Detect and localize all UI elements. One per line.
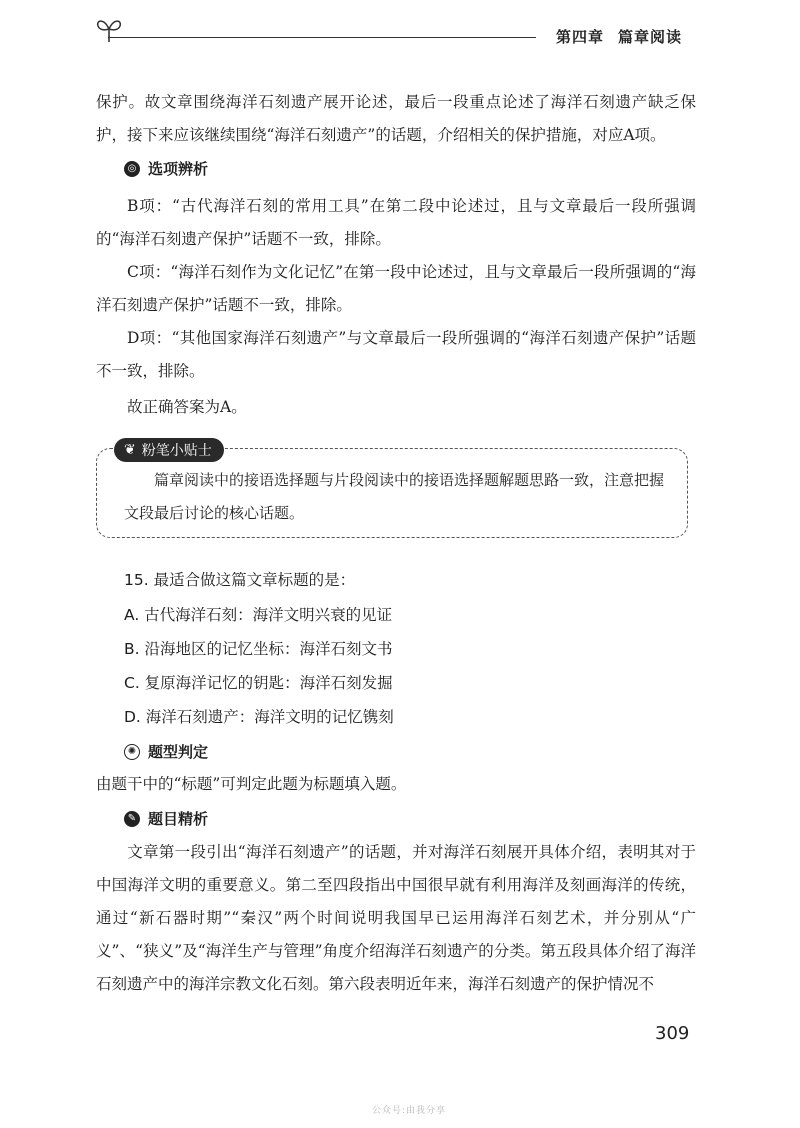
running-header <box>556 26 682 47</box>
section-title: 选项辨析 <box>148 160 209 178</box>
option-c-text: C项：“海洋石刻作为文化记忆”在第一段中论述过，且与文章最后一段所强调的“海洋石刻遗产保护”话题不一致，排除。 <box>96 263 696 314</box>
option-a: A. 古代海洋石刻：海洋文明兴衰的见证 <box>124 606 393 624</box>
watermark: 公众号:由我分享 <box>372 1106 447 1116</box>
chapter-title: 篇章阅读 <box>618 28 683 46</box>
option-d-text: D项：“其他国家海洋石刻遗产”与文章最后一段所强调的“海洋石刻遗产保护”话题不一致，排除。 <box>96 329 696 380</box>
question-stem: 15. 最适合做这篇文章标题的是： <box>124 571 356 589</box>
compass-icon: ◎ <box>124 161 140 177</box>
option-c-paragraph <box>96 256 696 322</box>
analysis-text: 文章第一段引出“海洋石刻遗产”的话题，并对海洋石刻展开具体介绍，表明其对于中国海洋文明的重要意义。第二至四段指出中国很早就有利用海洋及刻画海洋的传统，通过“新石器时期”“秦汉”两个时间说明我国早已运用海洋石刻艺术，并分别从“广义”、“狭义”及“海洋生产与管理”角度介绍海洋石刻遗产的分类。第五段具体介绍了海洋石刻遗产中的海洋宗教文化石刻。第六段表明近年来，海洋石刻遗产的保护情况不 <box>96 843 696 993</box>
option-b: B. 沿海地区的记忆坐标：海洋石刻文书 <box>124 640 393 658</box>
pencil-icon: ✎ <box>124 811 140 827</box>
page-number: 309 <box>655 1023 690 1044</box>
section-question-analysis <box>124 808 208 829</box>
answer-text: 故正确答案为A。 <box>127 398 247 416</box>
tip-label: 粉笔小贴士 <box>141 443 212 459</box>
sprout-small-icon: ❦ <box>124 442 136 458</box>
option-c: C. 复原海洋记忆的钥匙：海洋石刻发掘 <box>124 674 393 692</box>
header-rule <box>108 37 536 38</box>
tip-body: 篇章阅读中的接语选择题与片段阅读中的接语选择题解题思路一致，注意把握文段最后讨论的核心话题。 <box>124 471 665 522</box>
chapter-label: 第四章 <box>556 28 605 46</box>
section-option-analysis <box>124 158 208 179</box>
section-title: 题型判定 <box>148 743 209 761</box>
option-d: D. 海洋石刻遗产：海洋文明的记忆镌刻 <box>124 708 394 726</box>
section-type-judgment <box>124 741 208 762</box>
sun-icon: ✺ <box>124 744 140 760</box>
intro-paragraph: 保护。故文章围绕海洋石刻遗产展开论述，最后一段重点论述了海洋石刻遗产缺乏保护，接下来应该继续围绕“海洋石刻遗产”的话题，介绍相关的保护措施，对应A项。 <box>96 93 696 144</box>
type-paragraph: 由题干中的“标题”可判定此题为标题填入题。 <box>96 775 407 793</box>
answer-paragraph <box>96 391 696 424</box>
option-b-paragraph <box>96 190 696 256</box>
section-title: 题目精析 <box>148 810 209 828</box>
option-d-paragraph <box>96 322 696 388</box>
sprout-icon <box>92 12 126 46</box>
tip-text <box>124 464 664 530</box>
analysis-paragraph <box>96 836 696 1001</box>
tip-badge <box>114 438 224 462</box>
option-b-text: B项：“古代海洋石刻的常用工具”在第二段中论述过，且与文章最后一段所强调的“海洋石刻遗产保护”话题不一致，排除。 <box>96 197 696 248</box>
